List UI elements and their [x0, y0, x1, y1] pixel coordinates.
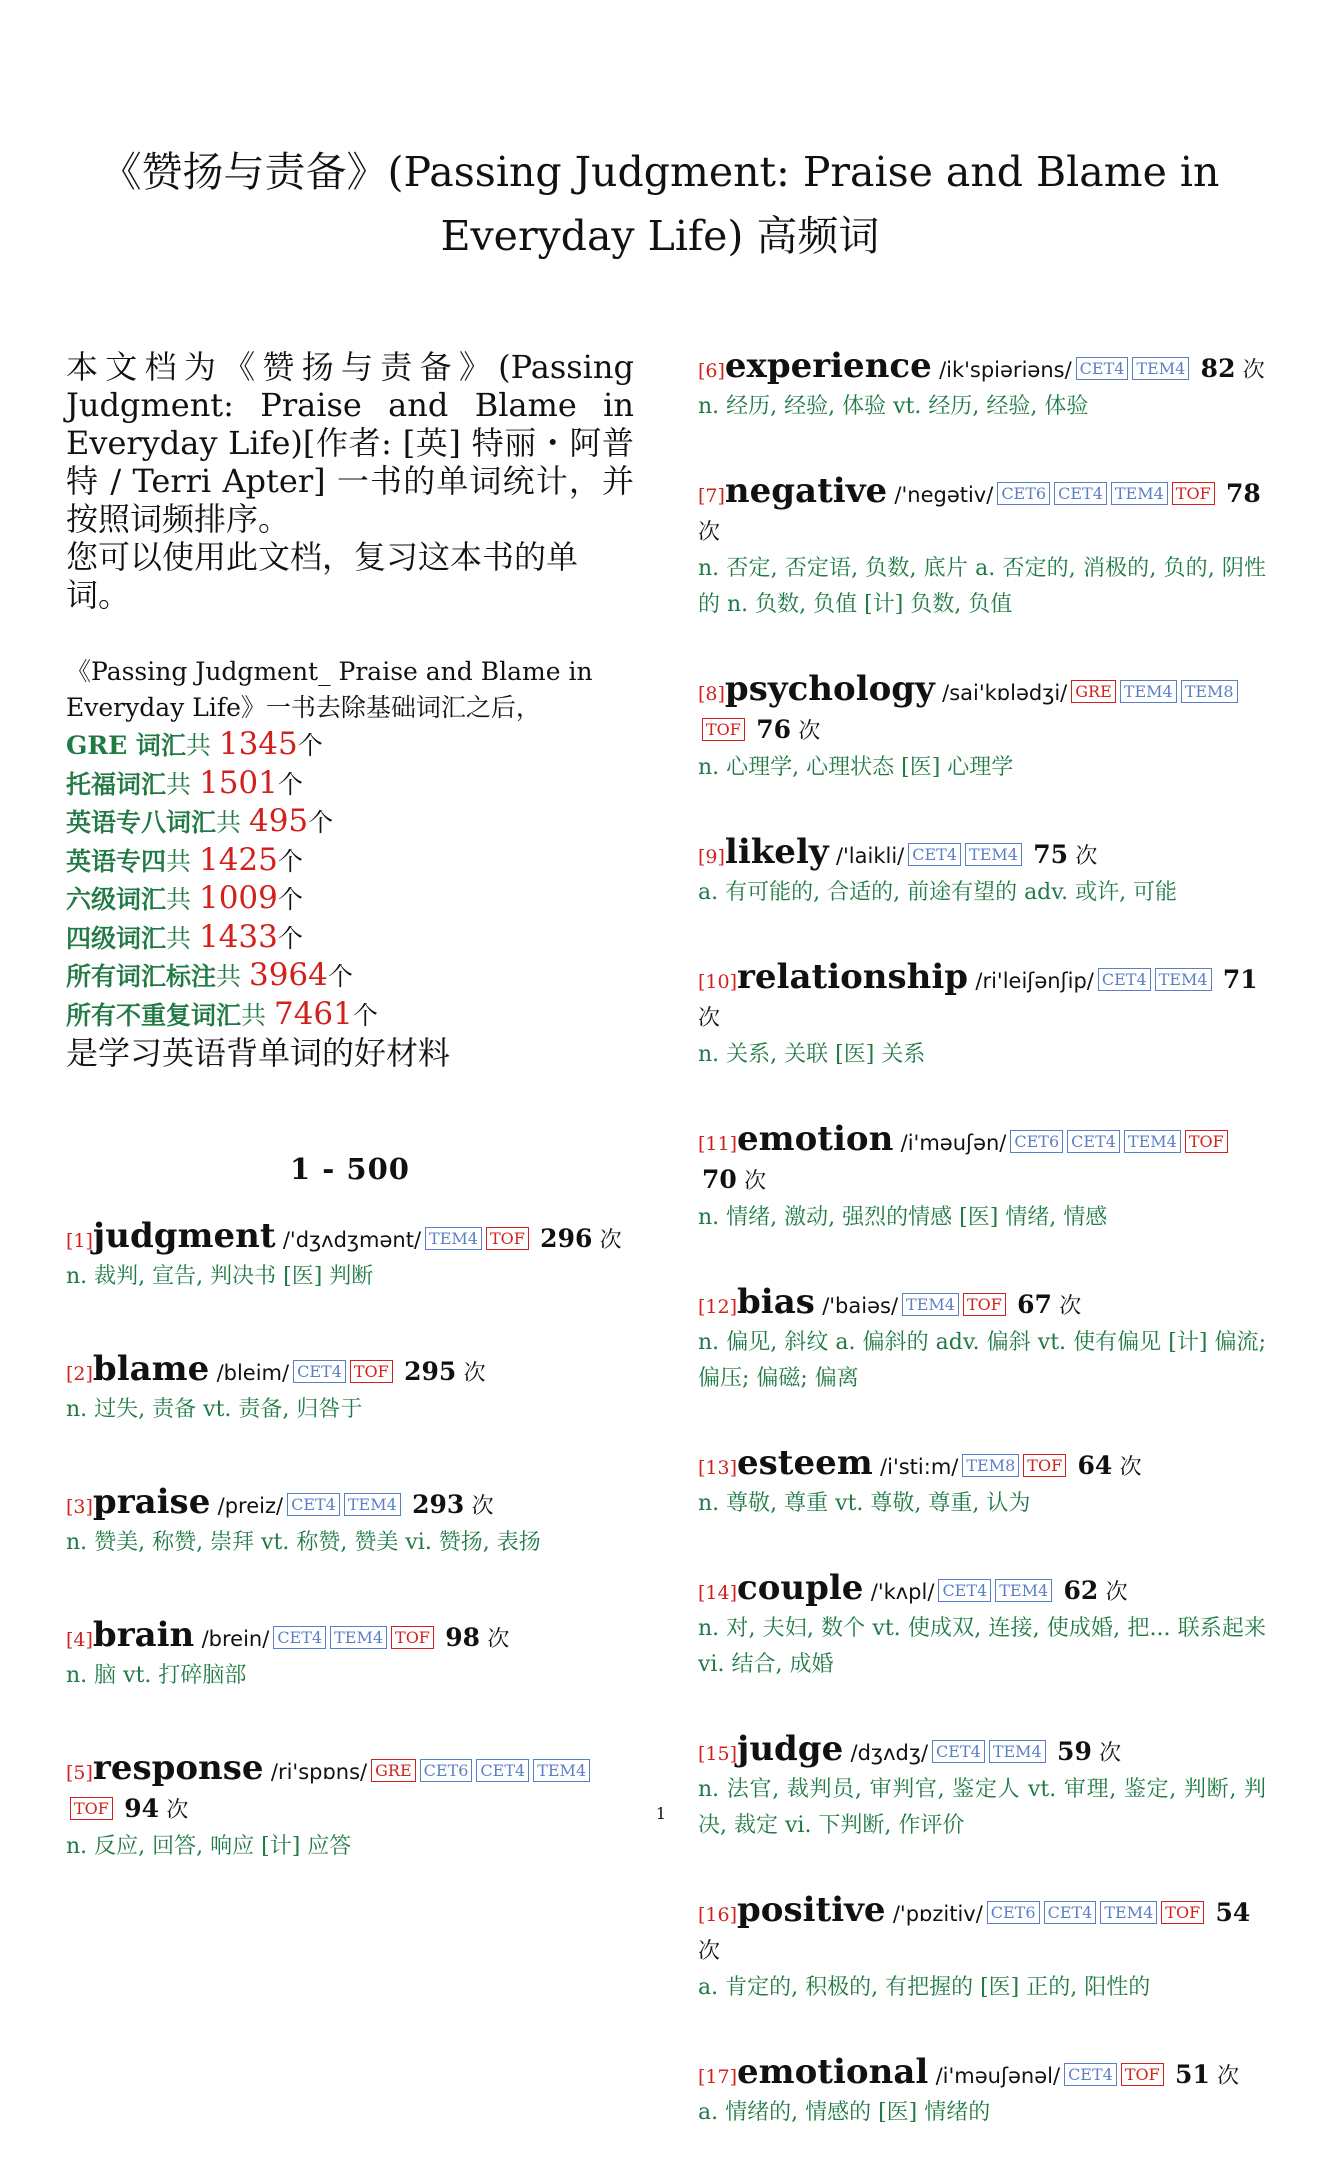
entry-index: [1]: [66, 1230, 93, 1252]
word-entry: [698, 959, 1266, 1073]
entry-count-unit: 次: [798, 719, 821, 744]
entry-count: 296: [540, 1224, 593, 1253]
stat-row: [66, 996, 634, 1035]
stat-unit: 个: [308, 808, 334, 837]
entry-phonetic: /bleim/: [216, 1361, 290, 1385]
level-tag: TEM4: [1124, 1130, 1181, 1153]
stat-unit: 个: [277, 769, 303, 799]
entry-phonetic: /'laikli/: [835, 844, 905, 868]
level-tag: CET4: [273, 1626, 326, 1649]
stat-label: 四级词汇: [66, 923, 167, 953]
stat-row: [66, 726, 634, 765]
entry-definition: n. 反应, 回答, 响应 [计] 应答: [66, 1834, 352, 1859]
entry-head: [698, 2054, 1266, 2095]
entry-count-unit: 次: [1119, 1455, 1142, 1480]
entry-count-unit: 次: [1099, 1741, 1122, 1766]
entry-index: [11]: [698, 1133, 738, 1155]
stat-suffix: 共: [166, 769, 199, 799]
stat-number: 1345: [218, 726, 298, 762]
entry-definition: n. 赞美, 称赞, 崇拜 vt. 称赞, 赞美 vi. 赞扬, 表扬: [66, 1530, 541, 1555]
entry-count: 295: [404, 1357, 457, 1386]
entry-phonetic: /sai'kɒlədʒi/: [942, 681, 1068, 705]
entry-definition: n. 对, 夫妇, 数个 vt. 使成双, 连接, 使成婚, 把... 联系起来 vi. 结合, 成婚: [698, 1616, 1266, 1677]
intro-paragraph: 本文档为《赞扬与责备》(Passing Judgment: Praise and Blame in Everyday Life)[作者: [英] 特丽・阿普特 / Terri Apter] 一书的单词统计，并按照词频排序。: [66, 348, 634, 538]
stats-footer: 是学习英语背单词的好材料: [66, 1034, 451, 1072]
word-list-right: [698, 348, 1266, 2179]
level-tag: CET4: [1054, 482, 1107, 505]
entry-word: couple: [737, 1568, 864, 1608]
entry-phonetic: /'pɒzitiv/: [892, 1902, 983, 1926]
entry-word: psychology: [724, 669, 935, 709]
entry-phonetic: /'kʌpl/: [870, 1580, 935, 1604]
entry-word: negative: [724, 471, 888, 511]
stat-unit: 个: [277, 846, 303, 876]
entry-phonetic: /ri'spɒns/: [270, 1760, 368, 1784]
level-tag: CET6: [987, 1901, 1040, 1924]
word-entry: [66, 1484, 634, 1561]
level-tag: TEM4: [330, 1626, 387, 1649]
level-tag: CET4: [938, 1579, 991, 1602]
entry-word: brain: [92, 1615, 195, 1655]
entry-head: [66, 1617, 634, 1658]
level-tag: TOF: [486, 1227, 529, 1250]
entry-count-unit: 次: [1105, 1580, 1128, 1605]
level-tag: TOF: [391, 1626, 434, 1649]
stat-unit: 个: [277, 923, 303, 953]
entry-count-unit: 次: [1075, 844, 1098, 869]
entry-word: emotional: [737, 2052, 929, 2092]
entry-head: [698, 1445, 1266, 1486]
entry-head: [698, 348, 1266, 389]
entry-count-unit: 次: [471, 1494, 494, 1519]
level-tag: TEM4: [1132, 357, 1189, 380]
entry-count-unit: 次: [166, 1798, 189, 1823]
level-tag: TEM4: [344, 1493, 401, 1516]
entry-definition: n. 心理学, 心理状态 [医] 心理学: [698, 755, 1014, 780]
entry-index: [17]: [698, 2066, 738, 2088]
entry-count: 67: [1017, 1290, 1052, 1319]
level-tag: CET4: [908, 843, 961, 866]
entry-phonetic: /preiz/: [217, 1494, 284, 1518]
entry-head: [698, 834, 1266, 875]
entry-phonetic: /brein/: [201, 1627, 270, 1651]
entry-index: [13]: [698, 1457, 738, 1479]
stat-unit: 个: [277, 885, 303, 914]
stat-number: 3964: [248, 957, 328, 993]
entry-head: [698, 1570, 1266, 1611]
entry-count: 51: [1175, 2060, 1210, 2089]
entry-word: positive: [737, 1890, 886, 1930]
entry-word: esteem: [737, 1443, 873, 1483]
entry-word: blame: [92, 1349, 210, 1389]
level-tag: CET4: [287, 1493, 340, 1516]
level-tag: TEM4: [1155, 968, 1212, 991]
stat-row: [66, 957, 634, 996]
entry-count-unit: 次: [1059, 1294, 1082, 1319]
entry-count: 59: [1057, 1737, 1092, 1766]
stat-label: 托福词汇: [66, 769, 167, 799]
stat-row: [66, 919, 634, 958]
level-tag: TOF: [350, 1360, 393, 1383]
level-tag: TOF: [963, 1293, 1006, 1316]
stat-row: [66, 765, 634, 804]
level-tag: CET4: [1044, 1901, 1097, 1924]
level-tag: CET4: [1067, 1130, 1120, 1153]
stat-suffix: 共: [241, 1000, 274, 1030]
stat-suffix: 共: [166, 846, 199, 876]
word-entry: [66, 1351, 634, 1428]
level-tag: TOF: [1185, 1130, 1228, 1153]
entry-head: [66, 1218, 634, 1259]
entry-definition: n. 过失, 责备 vt. 责备, 归咎于: [66, 1397, 363, 1422]
word-entry: [698, 1284, 1266, 1397]
entry-count: 78: [1226, 479, 1261, 508]
level-tag: CET4: [293, 1360, 346, 1383]
stat-label: 所有不重复词汇: [66, 1000, 242, 1030]
word-entry: [698, 834, 1266, 911]
entry-phonetic: /'negətiv/: [894, 483, 994, 507]
entry-count-unit: 次: [744, 1169, 767, 1194]
level-tag: CET4: [932, 1740, 985, 1763]
stats-heading: 《Passing Judgment_ Praise and Blame in Everyday Life》一书去除基础词汇之后，: [66, 657, 593, 722]
level-tag: CET6: [1010, 1130, 1063, 1153]
entry-phonetic: /dʒʌdʒ/: [850, 1741, 929, 1765]
stat-suffix: 共: [216, 962, 249, 991]
entry-head: [698, 1731, 1266, 1772]
stat-suffix: 共: [166, 885, 199, 914]
entry-definition: n. 关系, 关联 [医] 关系: [698, 1042, 926, 1067]
entry-count: 70: [702, 1165, 737, 1194]
entry-count-unit: 次: [698, 1939, 721, 1964]
entry-index: [6]: [698, 360, 725, 382]
entry-head: [698, 671, 1266, 750]
level-tag: CET6: [997, 482, 1050, 505]
level-tag: TEM4: [425, 1227, 482, 1250]
entry-index: [7]: [698, 485, 725, 507]
entry-count: 64: [1077, 1451, 1113, 1480]
entry-head: [698, 1284, 1266, 1325]
range-heading: 1 - 500: [290, 1152, 410, 1186]
entry-definition: n. 法官, 裁判员, 审判官, 鉴定人 vt. 审理, 鉴定, 判断, 判决, 裁定 vi. 下判断, 作评价: [698, 1777, 1266, 1838]
entry-word: judgment: [92, 1216, 276, 1256]
stat-suffix: 共: [185, 731, 219, 760]
entry-definition: n. 尊敬, 尊重 vt. 尊敬, 尊重, 认为: [698, 1491, 1031, 1516]
stat-unit: 个: [327, 962, 353, 991]
level-tag: CET4: [1064, 2063, 1117, 2086]
entry-count-unit: 次: [1242, 358, 1265, 383]
level-tag: CET4: [1076, 357, 1129, 380]
entry-count: 75: [1033, 840, 1069, 869]
word-entry: [698, 1731, 1266, 1844]
document-title: 《赞扬与责备》(Passing Judgment: Praise and Blame in Everyday Life) 高频词: [100, 148, 1220, 260]
entry-word: bias: [737, 1282, 815, 1322]
entry-head: [698, 959, 1266, 1037]
level-tag: TEM4: [1111, 482, 1168, 505]
stat-number: 7461: [273, 995, 353, 1032]
level-tag: TOF: [1161, 1901, 1204, 1924]
stat-row: [66, 803, 634, 842]
stat-unit: 个: [352, 1000, 378, 1030]
entry-word: emotion: [737, 1119, 894, 1159]
entry-phonetic: /ri'leiʃənʃip/: [975, 969, 1094, 993]
stat-row: [66, 880, 634, 919]
entry-definition: a. 有可能的, 合适的, 前途有望的 adv. 或许, 可能: [698, 880, 1178, 905]
word-entry: [698, 473, 1266, 623]
entry-count: 54: [1215, 1898, 1251, 1927]
entry-count-unit: 次: [599, 1228, 622, 1253]
stat-row: [66, 842, 634, 881]
level-tag: TEM8: [1181, 680, 1238, 703]
level-tag: TEM4: [995, 1579, 1052, 1602]
stat-unit: 个: [297, 731, 323, 760]
entry-definition: n. 经历, 经验, 体验 vt. 经历, 经验, 体验: [698, 394, 1089, 419]
stat-number: 1425: [198, 841, 278, 878]
entry-word: experience: [724, 346, 932, 386]
stat-label: 六级词汇: [66, 885, 167, 914]
entry-word: response: [92, 1748, 264, 1788]
entry-phonetic: /i'məuʃən/: [900, 1131, 1007, 1155]
entry-count: 94: [124, 1794, 159, 1823]
entry-count-unit: 次: [698, 1006, 721, 1031]
entry-head: [698, 473, 1266, 551]
stat-number: 1009: [198, 880, 278, 916]
entry-phonetic: /'dʒʌdʒmənt/: [282, 1228, 422, 1252]
level-tag: TOF: [702, 718, 745, 741]
level-tag: TOF: [1121, 2063, 1164, 2086]
entry-index: [4]: [66, 1629, 93, 1651]
entry-count: 62: [1063, 1576, 1099, 1605]
entry-count-unit: 次: [487, 1627, 510, 1652]
entry-head: [66, 1351, 634, 1392]
entry-definition: a. 情绪的, 情感的 [医] 情绪的: [698, 2100, 991, 2125]
stat-number: 495: [248, 803, 309, 839]
entry-head: [66, 1484, 634, 1525]
entry-index: [16]: [698, 1904, 738, 1926]
stat-suffix: 共: [166, 923, 199, 953]
entry-index: [8]: [698, 683, 725, 705]
entry-index: [15]: [698, 1743, 738, 1765]
entry-index: [12]: [698, 1296, 738, 1318]
entry-count-unit: 次: [1217, 2064, 1240, 2089]
entry-count: 98: [445, 1623, 481, 1652]
level-tag: TEM4: [989, 1740, 1046, 1763]
level-tag: GRE: [371, 1759, 416, 1782]
stat-number: 1433: [198, 918, 278, 955]
level-tag: TEM4: [965, 843, 1022, 866]
word-entry: [698, 348, 1266, 425]
entry-index: [9]: [698, 846, 725, 868]
stats-list: [66, 726, 634, 1034]
entry-word: likely: [724, 832, 829, 872]
word-entry: [698, 1892, 1266, 2006]
stat-label: GRE 词汇: [66, 731, 186, 760]
stat-label: 所有词汇标注: [66, 962, 217, 991]
level-tag: CET4: [1098, 968, 1151, 991]
entry-count-unit: 次: [463, 1361, 486, 1386]
entry-index: [3]: [66, 1496, 93, 1518]
stat-suffix: 共: [216, 808, 249, 837]
entry-index: [14]: [698, 1582, 738, 1604]
word-entry: [698, 671, 1266, 786]
entry-count: 76: [756, 715, 791, 744]
word-entry: [66, 1617, 634, 1694]
entry-word: judge: [737, 1729, 844, 1769]
word-entry: [698, 2054, 1266, 2131]
entry-count: 71: [1222, 965, 1258, 994]
entry-definition: a. 肯定的, 积极的, 有把握的 [医] 正的, 阳性的: [698, 1975, 1151, 2000]
level-tag: TOF: [1172, 482, 1215, 505]
entry-word: praise: [92, 1482, 211, 1522]
word-entry: [698, 1570, 1266, 1683]
entry-definition: n. 偏见, 斜纹 a. 偏斜的 adv. 偏斜 vt. 使有偏见 [计] 偏流; 偏压; 偏磁; 偏离: [698, 1330, 1266, 1391]
level-tag: TEM8: [962, 1454, 1019, 1477]
entry-index: [2]: [66, 1363, 93, 1385]
entry-head: [698, 1892, 1266, 1970]
entry-definition: n. 否定, 否定语, 负数, 底片 a. 否定的, 消极的, 负的, 阴性的 n. 负数, 负值 [计] 负数, 负值: [698, 556, 1266, 617]
entry-count-unit: 次: [698, 520, 721, 545]
entry-phonetic: /ik'spiəriəns/: [939, 358, 1072, 382]
level-tag: TOF: [1023, 1454, 1066, 1477]
entry-definition: n. 脑 vt. 打碎脑部: [66, 1663, 247, 1688]
stat-label: 英语专八词汇: [66, 808, 217, 837]
level-tag: TOF: [70, 1797, 113, 1820]
level-tag: CET6: [420, 1759, 473, 1782]
level-tag: TEM4: [1120, 680, 1177, 703]
word-entry: [698, 1445, 1266, 1522]
stat-label: 英语专四: [66, 846, 167, 876]
page-number: 1: [655, 1804, 667, 1823]
word-entry: [698, 1121, 1266, 1236]
level-tag: TEM4: [902, 1293, 959, 1316]
intro-section: [66, 348, 634, 1072]
level-tag: GRE: [1071, 680, 1116, 703]
stat-number: 1501: [198, 764, 278, 801]
entry-head: [698, 1121, 1266, 1200]
level-tag: TEM4: [1100, 1901, 1157, 1924]
level-tag: TEM4: [533, 1759, 590, 1782]
level-tag: CET4: [476, 1759, 529, 1782]
entry-index: [10]: [698, 971, 738, 993]
entry-phonetic: /'baiəs/: [822, 1294, 899, 1318]
intro-paragraph-2: 您可以使用此文档，复习这本书的单词。: [66, 538, 579, 614]
entry-word: relationship: [737, 957, 969, 997]
entry-index: [5]: [66, 1762, 93, 1784]
entry-count: 82: [1200, 354, 1236, 383]
entry-definition: n. 情绪, 激动, 强烈的情感 [医] 情绪, 情感: [698, 1205, 1108, 1230]
word-entry: [66, 1218, 634, 1295]
entry-count: 293: [412, 1490, 465, 1519]
entry-phonetic: /i'məuʃənəl/: [935, 2064, 1061, 2088]
entry-phonetic: /i'sti:m/: [880, 1455, 959, 1479]
entry-definition: n. 裁判, 宣告, 判决书 [医] 判断: [66, 1264, 374, 1289]
